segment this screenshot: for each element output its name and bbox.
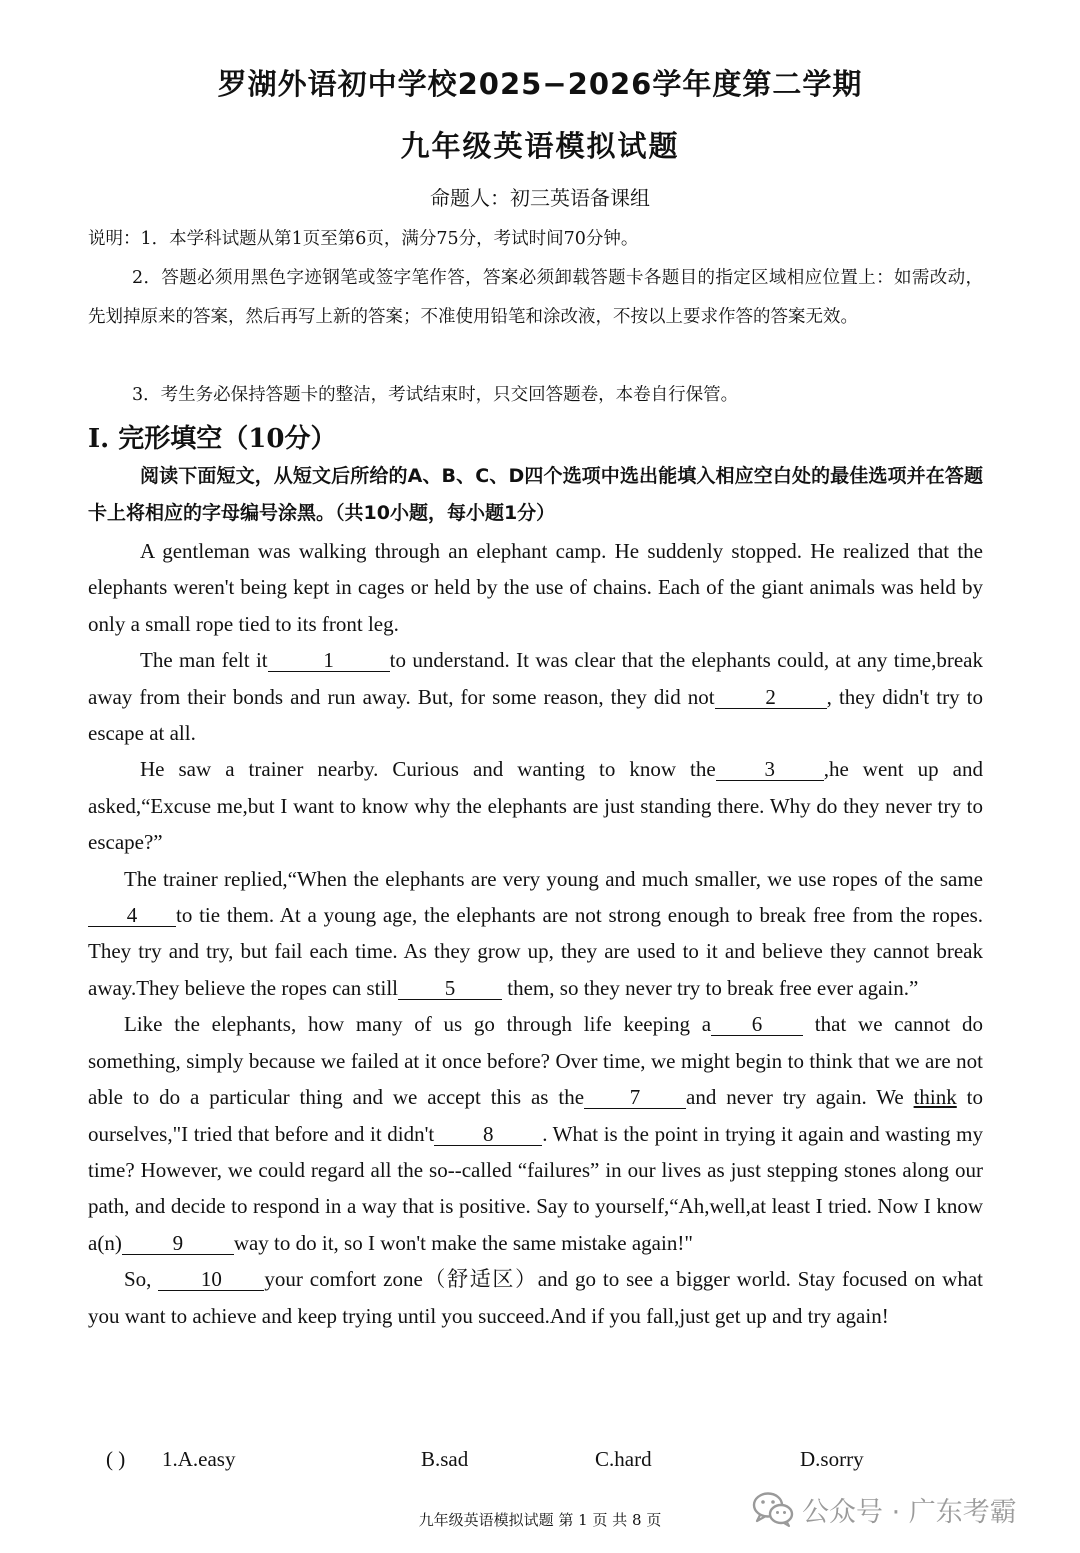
passage-paragraph-4: The trainer replied,“When the elephants are very young and much smaller, we use ropes of the same4 to tie them. At a young age, the elephants are not strong enough to break free from the ropes. They try and try, but fail each time. As they grow up, they are used to it and believe they cannot break away.They believe the ropes can still 5 them, so they never try to break free ever again.” (88, 866, 983, 1000)
section-instruction: 阅读下面短文，从短文后所给的A、B、C、D四个选项中选出能填入相应空白处的最佳选项并在答题卡上将相应的字母编号涂黑。（共10小题，每小题1分） (88, 465, 983, 524)
instruction-note-3: 3．考生务必保持答题卡的整洁，考试结束时，只交回答题卷，本卷自行保管。 (132, 385, 739, 405)
section-heading: I. 完形填空（10分） (88, 424, 337, 454)
option-b: B.sad (421, 1447, 469, 1471)
watermark (752, 1487, 1017, 1531)
cloze-passage (88, 533, 983, 1334)
passage-paragraph-2: The man felt it 1 to understand. It was clear that the elephants could, at any time,break away from their bonds and run away. But, for some reason, they did not 2 , they didn't try to escape at all. (88, 648, 983, 746)
blank-8: 8 (434, 1123, 542, 1146)
instruction-note-2: 2．答题必须用黑色字迹钢笔或签字笔作答，答案必须卸载答题卡各题目的指定区域相应位置上：如需改动，先划掉原来的答案，然后再写上新的答案；不准使用铅笔和涂改液，不按以上要求作答的答案无效。 (88, 268, 983, 327)
blank-6: 6 (711, 1013, 803, 1036)
watermark-text: 公众号 · 广东考霸 (802, 1496, 1017, 1528)
option-c: C.hard (595, 1447, 652, 1471)
exam-subtitle: 九年级英语模拟试题 (400, 129, 680, 163)
blank-1: 1 (268, 649, 390, 672)
passage-paragraph-6: So, 10 your comfort zone（舒适区）and go to see a bigger world. Stay focused on what you want to achieve and keep trying until you succeed.And if you fall,just get up and try again! (88, 1267, 983, 1328)
option-a: 1.A.easy (162, 1447, 236, 1471)
page-footer: 九年级英语模拟试题 第 1 页 共 8 页 (418, 1511, 662, 1529)
blank-10: 10 (158, 1268, 264, 1291)
blank-2: 2 (715, 686, 827, 709)
blank-7: 7 (584, 1086, 686, 1109)
blank-9: 9 (122, 1232, 234, 1255)
passage-paragraph-1: A gentleman was walking through an elephant camp. He suddenly stopped. He realized that the elephants weren't being kept in cages or held by the use of chains. Each of the giant animals was held by only a small rope tied to its front leg. (88, 539, 983, 636)
option-d: D.sorry (800, 1447, 864, 1471)
exam-author: 命题人：初三英语备课组 (430, 186, 650, 210)
blank-4: 4 (88, 904, 176, 927)
wechat-icon (752, 1491, 794, 1527)
blank-3: 3 (716, 758, 824, 781)
passage-paragraph-3: He saw a trainer nearby. Curious and wanting to know the 3 ,he went up and asked,“Excuse me,but I want to know why the elephants are just standing there. Why do they never try to escape?” (88, 757, 983, 855)
instruction-note-1: 说明：1．本学科试题从第1页至第6页，满分75分，考试时间70分钟。 (88, 229, 639, 249)
exam-title: 罗湖外语初中学校2025−2026学年度第二学期 (217, 67, 863, 101)
answer-bracket: ( ) (106, 1447, 126, 1471)
blank-5: 5 (398, 977, 502, 1000)
underlined-word: think (913, 1085, 957, 1110)
question-1-options (88, 1441, 983, 1477)
passage-paragraph-5: Like the elephants, how many of us go through life keeping a 6 that we cannot do something, simply because we failed at it once before? Over time, we might begin to think that we are not able to do a particular thing and we accept this as the 7 and never try again. We think to ourselves,"I tried that before and it didn't 8 . What is the point in trying it again and wasting my time? However, we could regard all the so--called “failures” in our lives as just stepping stones along our path, and decide to respond in a way that is positive. Say to yourself,“Ah,well,at least I tried. Now I know a(n) 9 way to do it, so I won't make the same mistake again!" (88, 1012, 983, 1255)
